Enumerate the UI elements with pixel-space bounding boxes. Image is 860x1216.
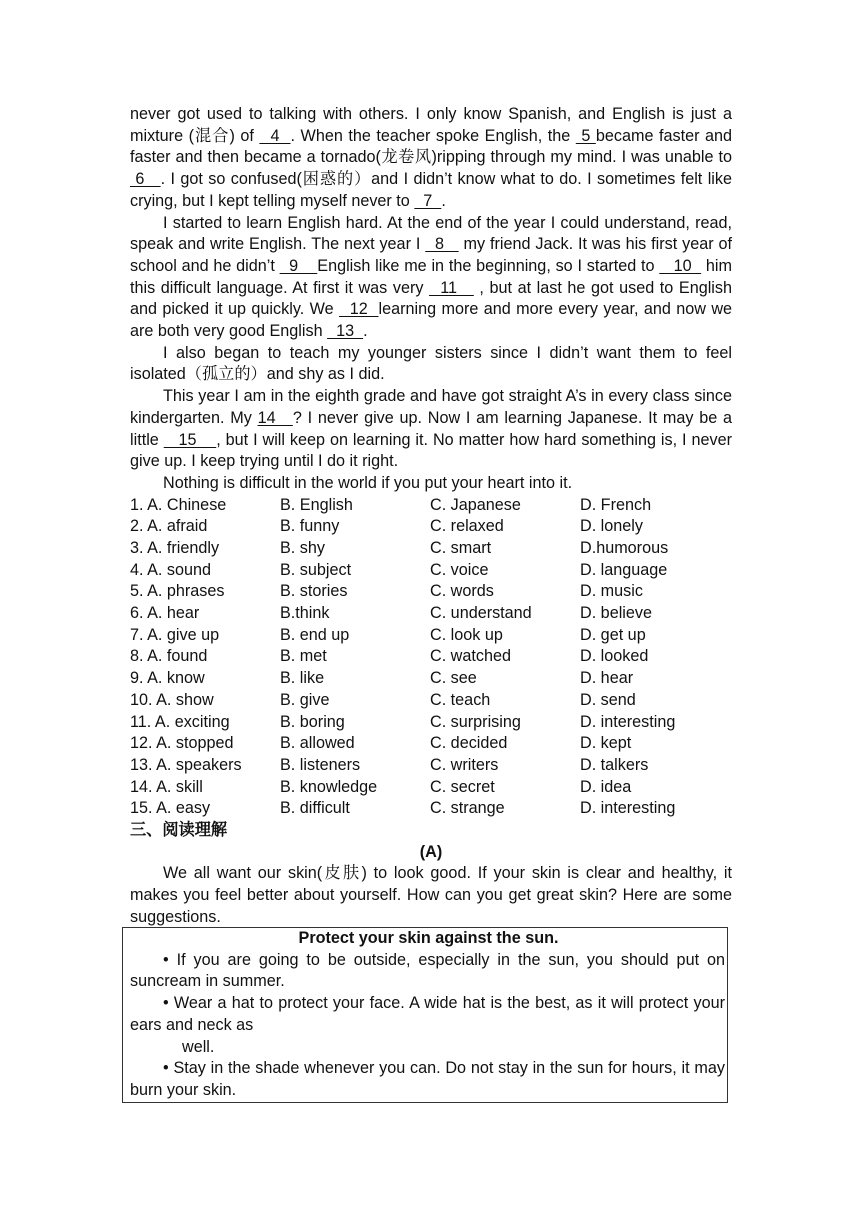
option-row [130, 603, 732, 625]
option-b: B.think [280, 604, 330, 623]
option-b: B. knowledge [280, 777, 378, 796]
option-a: 8. A. found [130, 647, 208, 666]
box-title: Protect your skin against the sun. [298, 929, 559, 947]
option-b: B. boring [280, 712, 345, 731]
option-d: D. music [580, 582, 643, 601]
option-c: C. words [430, 582, 494, 601]
story-paragraph-1 [130, 104, 732, 213]
text: I started to learn English hard. At the end of the year I could understand, read, speak and write English. The next year I [130, 213, 732, 254]
option-c: C. Japanese [430, 495, 521, 514]
option-b: B. like [280, 669, 325, 688]
option-d: D.humorous [580, 539, 669, 558]
option-a: 3. A. friendly [130, 539, 220, 558]
option-c: C. writers [430, 755, 499, 774]
option-row [130, 516, 732, 538]
option-b: B. end up [280, 625, 350, 644]
option-d: D. hear [580, 669, 634, 688]
blank-13: 13 [327, 322, 364, 341]
option-row [130, 777, 732, 799]
option-d: D. language [580, 560, 668, 579]
story-paragraph-3: I also began to teach my younger sisters since I didn’t want them to feel isolated（孤立的）and shy as I did. [130, 343, 732, 384]
option-row [130, 668, 732, 690]
text: This year I am in the eighth grade and have got straight A’s in every class since kindergarten. My [130, 387, 732, 427]
box-bullet-2-tail: well. [182, 1037, 215, 1056]
option-b: B. funny [280, 517, 340, 536]
reading-intro: We all want our skin(皮肤) to look good. If your skin is clear and healthy, it makes you feel better about yourself. How can you get great skin? Here are some suggestions. [130, 864, 732, 926]
option-a: 6. A. hear [130, 604, 200, 623]
text: became faster and faster and then became a tornado(龙卷风)ripping through my mind. I was unable to [130, 126, 732, 167]
text: learning more and more every year, and now we are both very good English [130, 300, 733, 341]
option-a: 12. A. stopped [130, 734, 234, 753]
option-a: 14. A. skill [130, 777, 203, 796]
option-d: D. interesting [580, 799, 676, 818]
story-paragraph-2 [130, 213, 732, 343]
option-b: B. give [280, 690, 330, 709]
blank-12: 12 [338, 300, 379, 319]
option-b: B. subject [280, 560, 352, 579]
option-b: B. stories [280, 582, 348, 601]
option-d: D. lonely [580, 517, 643, 536]
text: . [441, 191, 446, 210]
option-row [130, 690, 732, 712]
blank-7: 7 [414, 191, 442, 210]
option-b: B. English [280, 495, 353, 514]
story-paragraph-5: Nothing is difficult in the world if you put your heart into it. [163, 473, 573, 492]
blank-14: 14 [257, 408, 293, 427]
text: ? I never give up. Now I am learning Japanese. It may be a little [130, 408, 732, 449]
section-heading: 三、阅读理解 [130, 820, 228, 839]
text: . When the teacher spoke English, the [290, 126, 576, 145]
option-b: B. listeners [280, 755, 361, 774]
option-c: C. watched [430, 647, 511, 666]
option-row [130, 646, 732, 668]
blank-5: 5 [575, 126, 596, 145]
option-c: C. decided [430, 734, 508, 753]
text: never got used to talking with others. I only know Spanish, and English is just a mixture (混合) of [130, 105, 732, 145]
text: , but at last he got used to English and picked it up quickly. We [130, 278, 732, 319]
option-d: D. get up [580, 625, 646, 644]
option-d: D. believe [580, 604, 652, 623]
text: him this difficult language. At first it was very [130, 256, 732, 297]
text: . [363, 322, 368, 341]
option-a: 11. A. exciting [130, 712, 230, 731]
option-a: 1. A. Chinese [130, 495, 227, 514]
option-row [130, 733, 732, 755]
option-row [130, 560, 732, 582]
option-d: D. talkers [580, 755, 649, 774]
option-c: C. surprising [430, 712, 521, 731]
answer-options [130, 495, 732, 820]
option-row [130, 538, 732, 560]
passage-label: (A) [419, 842, 443, 861]
option-row [130, 712, 732, 734]
option-c: C. look up [430, 625, 503, 644]
option-b: B. met [280, 647, 327, 666]
option-c: C. secret [430, 777, 495, 796]
option-d: D. kept [580, 734, 632, 753]
option-a: 9. A. know [130, 669, 205, 688]
option-c: C. voice [430, 560, 489, 579]
option-b: B. allowed [280, 734, 355, 753]
option-c: C. strange [430, 799, 505, 818]
worksheet-page [130, 104, 732, 928]
option-a: 15. A. easy [130, 799, 211, 818]
option-row [130, 495, 732, 517]
suggestion-box [122, 927, 728, 1103]
option-a: 10. A. show [130, 690, 214, 709]
option-row [130, 581, 732, 603]
option-d: D. send [580, 690, 636, 709]
option-c: C. relaxed [430, 517, 504, 536]
option-a: 13. A. speakers [130, 755, 242, 774]
option-row [130, 798, 732, 820]
blank-9: 9 [279, 256, 318, 275]
blank-8: 8 [425, 235, 459, 254]
blank-6: 6 [130, 170, 161, 189]
option-c: C. see [430, 669, 477, 688]
option-c: C. understand [430, 604, 532, 623]
option-d: D. idea [580, 777, 632, 796]
blank-11: 11 [429, 278, 474, 297]
blank-4: 4 [259, 126, 291, 145]
text: , but I will keep on learning it. No matter how hard something is, I never give up. I keep trying until I do it right. [130, 430, 732, 471]
option-c: C. teach [430, 690, 491, 709]
blank-15: 15 [163, 430, 217, 449]
option-d: D. looked [580, 647, 649, 666]
option-b: B. difficult [280, 799, 350, 818]
option-a: 7. A. give up [130, 625, 220, 644]
option-d: D. interesting [580, 712, 676, 731]
option-row [130, 755, 732, 777]
box-bullet-3: • Stay in the shade whenever you can. Do not stay in the sun for hours, it may burn your skin. [130, 1059, 725, 1099]
option-a: 5. A. phrases [130, 582, 225, 601]
option-c: C. smart [430, 539, 492, 558]
blank-10: 10 [659, 256, 702, 275]
option-a: 2. A. afraid [130, 517, 208, 536]
option-row [130, 625, 732, 647]
story-paragraph-4 [130, 386, 732, 473]
text: my friend Jack. It was his first year of school and he didn’t [130, 235, 732, 275]
option-a: 4. A. sound [130, 560, 212, 579]
option-d: D. French [580, 495, 652, 514]
option-b: B. shy [280, 539, 325, 558]
box-bullet-1: • If you are going to be outside, especially in the sun, you should put on suncream in summer. [130, 950, 725, 991]
box-bullet-2: • Wear a hat to protect your face. A wide hat is the best, as it will protect your ears and neck as [130, 994, 725, 1034]
text: . I got so confused(困惑的）and I didn’t know what to do. I sometimes felt like crying, but I kept telling myself never to [130, 170, 732, 210]
text: English like me in the beginning, so I started to [317, 256, 660, 275]
